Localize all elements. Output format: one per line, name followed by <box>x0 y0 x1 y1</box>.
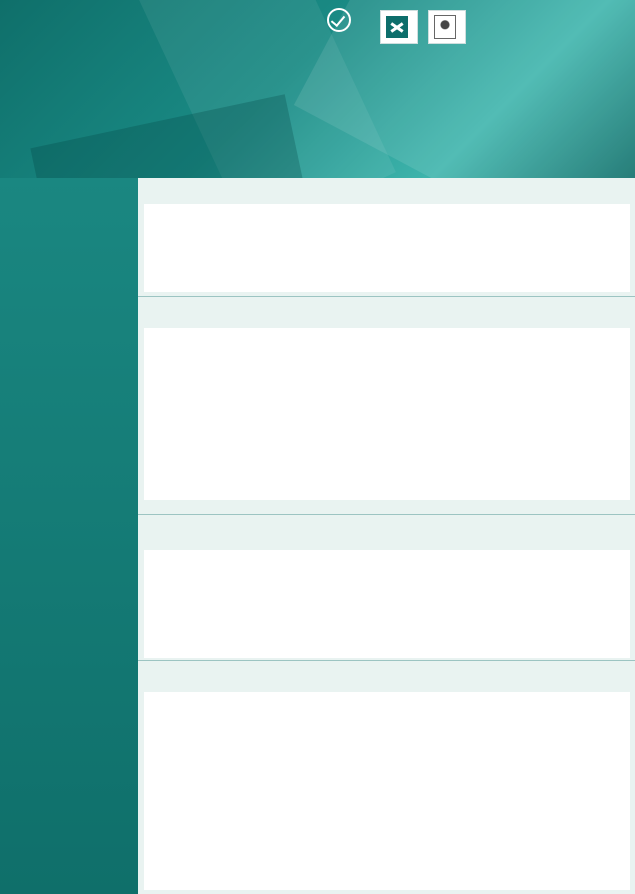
programma-main <box>138 178 635 894</box>
focus1-panel <box>144 328 630 500</box>
asufc-icon <box>386 16 408 38</box>
eagle-icon <box>434 15 456 39</box>
focus3-panel <box>144 692 630 890</box>
regione-fvg-logo <box>428 10 466 44</box>
divider <box>138 660 635 661</box>
hero <box>0 0 635 178</box>
programma-intro-panel <box>144 204 630 292</box>
decor-shard <box>30 94 309 178</box>
logos-row <box>308 8 466 46</box>
sidebar <box>0 178 138 894</box>
asufc-logo <box>380 10 418 44</box>
focus2-panel <box>144 550 630 658</box>
rete-cure-sicure-logo <box>308 8 370 46</box>
rete-cure-sicure-icon <box>327 8 351 32</box>
divider <box>138 296 635 297</box>
divider <box>138 514 635 515</box>
